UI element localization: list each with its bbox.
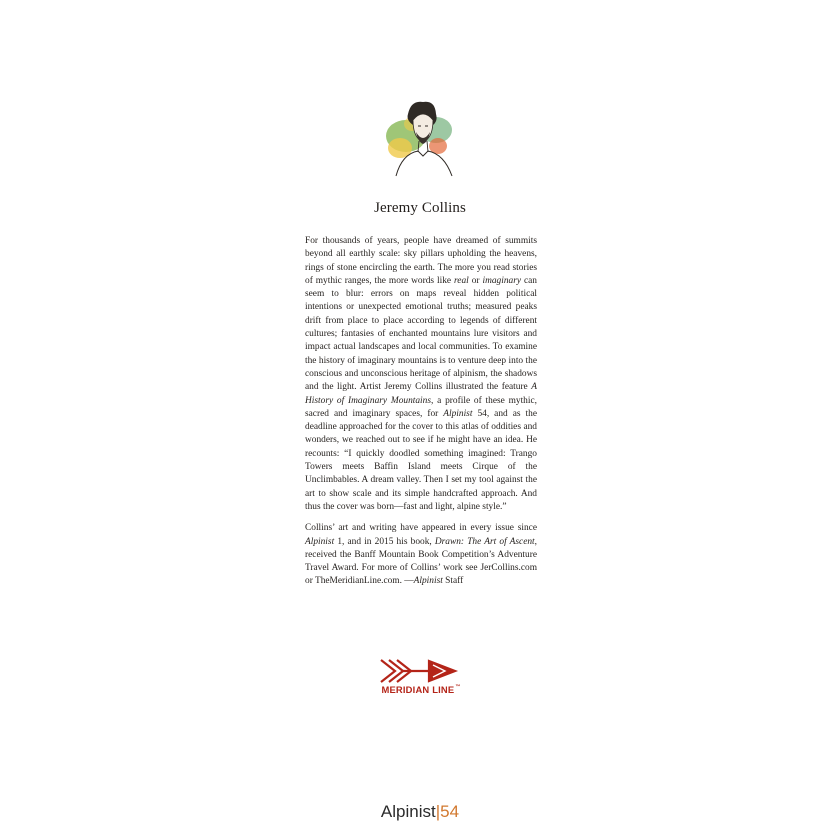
artist-portrait-illustration bbox=[378, 94, 462, 178]
text-run: , a profile of these mythic, sacred and imaginary spaces, for bbox=[305, 395, 537, 419]
text-run: or bbox=[468, 275, 483, 286]
text-run: 1, and in 2015 his book, bbox=[334, 536, 435, 547]
folio-issue-number: 54 bbox=[440, 802, 460, 821]
italic-run: real bbox=[454, 275, 469, 286]
folio-separator: | bbox=[435, 802, 441, 821]
page-folio bbox=[360, 802, 480, 822]
italic-run: Alpinist bbox=[443, 408, 473, 419]
article-body bbox=[305, 235, 537, 597]
text-run: Staff bbox=[442, 576, 464, 587]
meridian-line-wordmark bbox=[375, 684, 467, 695]
paragraph-1 bbox=[305, 235, 537, 514]
trademark: ™ bbox=[455, 684, 461, 690]
italic-run: Alpinist bbox=[413, 576, 443, 587]
folio-brand: Alpinist bbox=[380, 802, 436, 821]
paragraph-2 bbox=[305, 522, 537, 588]
italic-run: imaginary bbox=[482, 275, 522, 286]
text-run: can seem to blur: errors on maps reveal hidden political intentions or unexpected emotional truths; measured peaks drift from place to place according to legends of different cultures; fantasies of enchanted mountains lure visitors and impact actual landscapes and local communities. To examine the history of imaginary mountains is to venture deep into the conscious and unconscious heritage of alpinism, the shadows and the light. Artist Jeremy Collins illustrated the feature bbox=[305, 275, 537, 393]
italic-run: A History of Imaginary Mountains bbox=[305, 382, 537, 406]
italic-run: Drawn: The Art of Ascent bbox=[434, 536, 535, 547]
page-title: Jeremy Collins bbox=[374, 200, 466, 216]
text-run: Collins’ art and writing have appeared in every issue since bbox=[305, 523, 537, 534]
meridian-line-arrow-icon bbox=[381, 660, 455, 682]
logo-text: MERIDIAN LINE bbox=[381, 684, 455, 695]
italic-run: Alpinist bbox=[305, 536, 335, 547]
text-run: , received the Banff Mountain Book Competition’s Adventure Travel Award. For more of Collins’ work see JerCollins.com or TheMeridianLine.com. — bbox=[305, 536, 537, 587]
text-run: For thousands of years, people have dreamed of summits beyond all earthly scale: sky pillars upholding the heavens, rings of stone encircling the earth. The more you read stories of mythic ranges, the more words like bbox=[305, 236, 537, 286]
text-run: 54, and as the deadline approached for the cover to this atlas of oddities and wonders, we reached out to see if he might have an idea. He recounts: “I quickly doodled something imagined: Trango Towers meets Baffin Island meets Cirque of the Unclimbables. A dream valley. Then I set my tool against the art to show scale and its simple handcrafted approach. And thus the cover was born—fast and light, alpine style.” bbox=[305, 408, 537, 512]
artist-portrait-icon bbox=[386, 102, 452, 176]
